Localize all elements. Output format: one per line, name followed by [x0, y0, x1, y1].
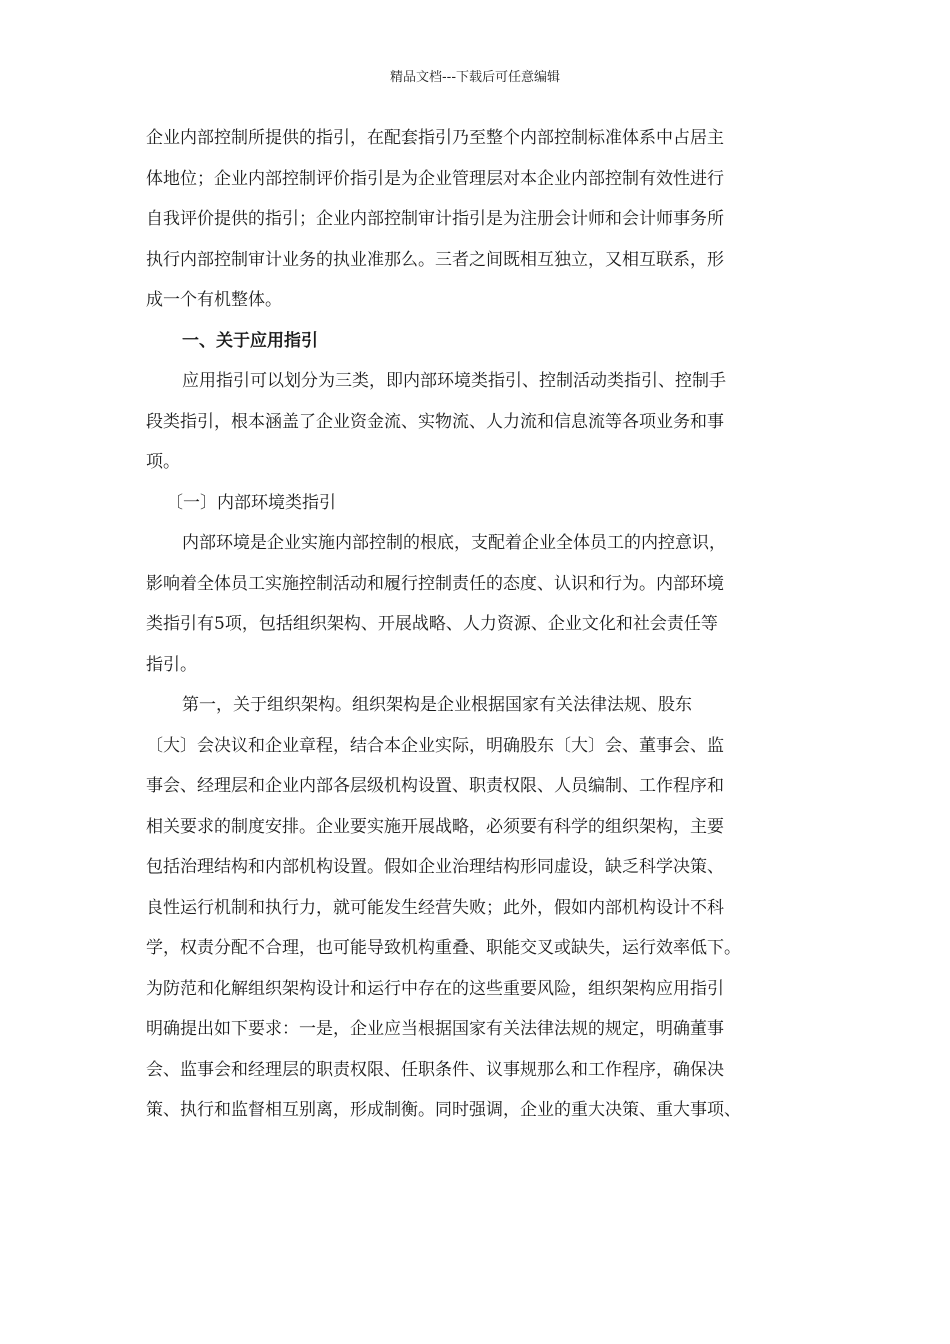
text-line: 为防范和化解组织架构设计和运行中存在的这些重要风险，组织架构应用指引	[146, 978, 724, 999]
text-line: 指引。	[146, 654, 197, 675]
text-line: 自我评价提供的指引；企业内部控制审计指引是为注册会计师和会计师事务所	[146, 209, 724, 229]
text-line: 段类指引，根本涵盖了企业资金流、实物流、人力流和信息流等各项业务和事	[146, 411, 724, 432]
text-line: 学，权责分配不合理，也可能导致机构重叠、职能交叉或缺失，运行效率低下。	[146, 938, 741, 958]
text-line: 明确提出如下要求：一是，企业应当根据国家有关法律法规的规定，明确董事	[146, 1019, 724, 1039]
text-line: 项。	[146, 452, 180, 472]
page-header: 精品文档---下载后可任意编辑	[389, 70, 561, 85]
text-line: 体地位；企业内部控制评价指引是为企业管理层对本企业内部控制有效性进行	[146, 168, 724, 189]
text-line: 包括治理结构和内部机构设置。假如企业治理结构形同虚设，缺乏科学决策、	[146, 857, 724, 877]
text-line: 影响着全体员工实施控制活动和履行控制责任的态度、认识和行为。内部环境	[146, 573, 724, 594]
body-text	[146, 118, 806, 1131]
text-line: 内部环境是企业实施内部控制的根底，支配着企业全体员工的内控意识，	[182, 533, 726, 553]
text-line: 策、执行和监督相互别离，形成制衡。同时强调，企业的重大决策、重大事项、	[146, 1100, 741, 1120]
text-line: 执行内部控制审计业务的执业准那么。三者之间既相互独立，又相互联系，形	[146, 249, 724, 270]
text-line: 第一，关于组织架构。组织架构是企业根据国家有关法律法规、股东	[182, 695, 692, 715]
text-line: 应用指引可以划分为三类，即内部环境类指引、控制活动类指引、控制手	[182, 371, 726, 391]
text-line: 〔大〕会决议和企业章程，结合本企业实际，明确股东〔大〕会、董事会、监	[146, 735, 724, 756]
text-line: 类指引有5项，包括组织架构、开展战略、人力资源、企业文化和社会责任等	[146, 614, 718, 634]
text-line: 成一个有机整体。	[146, 290, 282, 310]
section-heading: 一、关于应用指引	[182, 330, 318, 351]
text-line: 良性运行机制和执行力，就可能发生经营失败；此外，假如内部机构设计不科	[146, 897, 724, 918]
text-line: 会、监事会和经理层的职责权限、任职条件、议事规那么和工作程序，确保决	[146, 1059, 724, 1080]
subsection-heading: 〔一〕内部环境类指引	[166, 492, 336, 513]
text-line: 相关要求的制度安排。企业要实施开展战略，必须要有科学的组织架构，主要	[146, 816, 724, 837]
text-line: 事会、经理层和企业内部各层级机构设置、职责权限、人员编制、工作程序和	[146, 776, 724, 796]
text-line: 企业内部控制所提供的指引，在配套指引乃至整个内部控制标准体系中占居主	[146, 128, 724, 148]
